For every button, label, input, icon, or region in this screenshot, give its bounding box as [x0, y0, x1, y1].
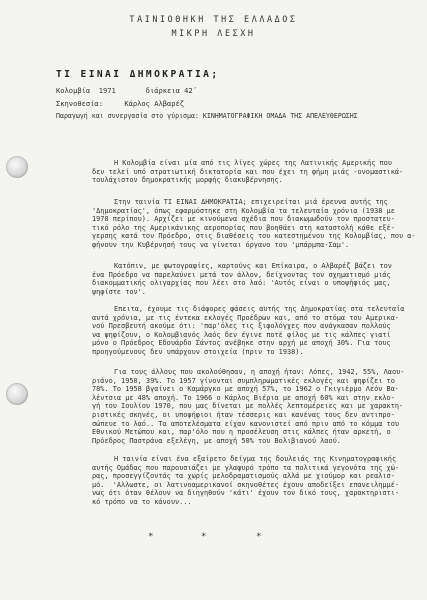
- text-line: 78%. Το 1958 βγαίνει ο Καμάργκο με αποχή 57%, το 1962 ο Γκιγιέρμο Λεόν Βα-: [92, 385, 399, 394]
- text-line: νού Πρεσβευτή ακούμε ότι: 'παρ'όλες τις ξιφολόγχες που ανάγκασαν πολλούς: [92, 322, 391, 331]
- text-line: αυτής Ομάδας που παρουσιάζει με γλαφυρό τρόπο τα πολιτικά γεγονότα της χώ-: [92, 463, 399, 472]
- asterisk-mark: *: [256, 532, 262, 542]
- text-line: Πρόεδρος Παστράνα εξελέγη, με αποχή 50% του Βολιβιανού λαού.: [92, 436, 341, 445]
- text-line: ψηφίστε τον'.: [92, 287, 146, 296]
- text-line: γή του Ιουλίου 1970, που μας δίνεται με πολλές λεπτομέρειες και με χαρακτη-: [92, 402, 404, 411]
- paragraph-intro: [92, 159, 404, 185]
- film-production: Παραγωγή και συνεργασία στο γύρισμα: ΚΙΝΗΜΑΤΟΓΡΑΦΙΚΗ ΟΜΑΔΑ ΤΗΣ ΑΠΕΛΕΥΘΕΡΩΣΗΣ: [56, 112, 358, 120]
- asterisk-mark: *: [148, 532, 154, 542]
- paragraph-conclusion: [92, 455, 399, 507]
- paragraph-presidents: [92, 262, 392, 296]
- text-line: Επειτα, έχουμε τις διάφορες φάσεις αυτής της Δημοκρατίας στα τελευταία: [114, 305, 405, 313]
- text-line: τικό ρόλο της Αμερικάνικης αεροπορίας που βοηθάει στη καταστολή κάθε εξέ-: [92, 223, 395, 232]
- film-title: ΤΙ ΕΙΝΑΙ ΔΗΜΟΚΡΑΤΙΑ;: [56, 69, 220, 80]
- text-line: λέντσια με 48% αποχή. Το 1966 ο Κάρλος Βιέρια με αποχή 60% και στην εκλο-: [92, 393, 395, 402]
- text-line: Εθνικού Μετώπου και, παρ'όλο που η προσέλευση στις κάλπες ήταν αρκετή, ο: [92, 428, 391, 437]
- text-line: διακομματικής ολιγαρχίας που λέει στο λαό: 'Αυτός είναι ο υποψήφιός μας,: [92, 279, 391, 288]
- text-line: Η ταινία είναι ένα εξαίρετο δείγμα της δουλειάς της Κινηματογραφικής: [114, 455, 397, 463]
- asterisk-mark: *: [201, 532, 207, 542]
- text-line: Κατόπιν, με φωτογραφίες, καρτούνς και Επίκαιρα, ο Αλβαρέζ βάζει τον: [114, 262, 392, 270]
- text-line: ριστικές σκηνές, οι υποψήφιοι ήταν τέσσερις και κανένας τους δεν αντιπρο-: [92, 410, 395, 419]
- text-line: 'Δημοκρατίας', όπως εφαρμόστηκε στη Κολομβία τα τελευταία χρόνια (1938 με: [92, 206, 395, 215]
- text-line: αυτά χρόνια, με τις έντεκα εκλογές Προέδρων και, από το στόμα του Αμερικα-: [92, 313, 399, 322]
- text-line: 1978 περίπου). Αρχίζει με κινούμενα σχέδια που διακωμωδούν τον προστατευ-: [92, 215, 395, 224]
- text-line: να ψηφίζουν, ο Κολομβιανός λαός δεν έγινε ποτέ φίλος με τις κάλπες γιατί: [92, 330, 391, 339]
- header-archive-name: ΤΑΙΝΙΟΘΗΚΗ ΤΗΣ ΕΛΛΑΔΟΣ: [129, 14, 298, 24]
- film-country-duration: Κολομβία 1971 διάρκεια 42΄: [56, 86, 197, 95]
- text-line: σώπευε το λαό.. Τα αποτελέσματα είχαν κανονιστεί από πριν από το κόμμα του: [92, 419, 399, 428]
- text-line: νως ότι όταν θέλουν να διηγηθούν 'κάτι' έχουν τον δικό τους, χαρακτηριστι-: [92, 489, 399, 498]
- text-line: κό τρόπο να το κάνουν...: [92, 497, 192, 506]
- text-line: Η Κολομβία είναι μία από τις λίγες χώρες της Λατινικής Αμερικής που: [114, 159, 392, 167]
- punch-hole-bottom: [6, 383, 28, 405]
- header-club-name: ΜΙΚΡΗ ΛΕΣΧΗ: [171, 28, 256, 38]
- text-line: δεν τελεί υπό στρατιωτική δικτατορία και που έχει τη φήμη μιάς -ονομαστικά-: [92, 167, 404, 176]
- text-line: ρας, προσεγγίζοντάς τα χωρίς μελοδραματισμούς αλλά με χιούμορ και ρεαλισ-: [92, 472, 395, 481]
- text-line: ένα Πρόεδρο να παρελαύνει μετά τον άλλον, δείχνοντας τον σχηματισμό μιάς: [92, 270, 391, 279]
- punch-hole-top: [6, 156, 28, 178]
- text-line: ριάνο, 1950, 39%. Το 1957 γίνονται συμπληρωματικές εκλογές και ψηφίζει το: [92, 376, 395, 385]
- paragraph-film-overview: [92, 198, 416, 250]
- paragraph-elections: [92, 305, 405, 357]
- paragraph-abstention: [92, 368, 405, 445]
- text-line: μόνο ο Πρόεδρος Εδουάρδο Σάντος ανέβηκε στην αρχή με αποχή 30%. Για τους: [92, 339, 391, 348]
- text-line: Για τους άλλους που ακολούθησαν, η αποχή ήταν: Λόπες, 1942, 55%, Λαου-: [114, 368, 405, 376]
- text-line: μό. 'Αλλωστε, οι λατινοαμερικανοί σκηνοθέτες έχουν αποδείξει επανειλημμέ-: [92, 480, 399, 489]
- text-line: γερσης κατά τον Πρόεδρο, στις διαθέσεις του κατεστημένου της Κολομβίας, που α-: [92, 232, 416, 241]
- text-line: τουλάχιστον δημοκρατικής μορφής διακυβέρνησης.: [92, 176, 283, 185]
- film-director: Σκηνοθεσία: Κάρλος Αλβαρέζ: [56, 99, 185, 108]
- text-line: προηγούμενους δεν υπάρχουν στοιχεία (πριν το 1938).: [92, 347, 304, 356]
- text-line: φήνουν την Κυβέρνησή τους να γίνεται όργανο του 'μπάρμπα-Σαμ'.: [92, 240, 350, 249]
- text-line: Στην ταινία ΤΙ ΕΙΝΑΙ ΔΗΜΟΚΡΑΤΙΑ; επιχειρείται μιά έρευνα αυτής της: [114, 198, 388, 206]
